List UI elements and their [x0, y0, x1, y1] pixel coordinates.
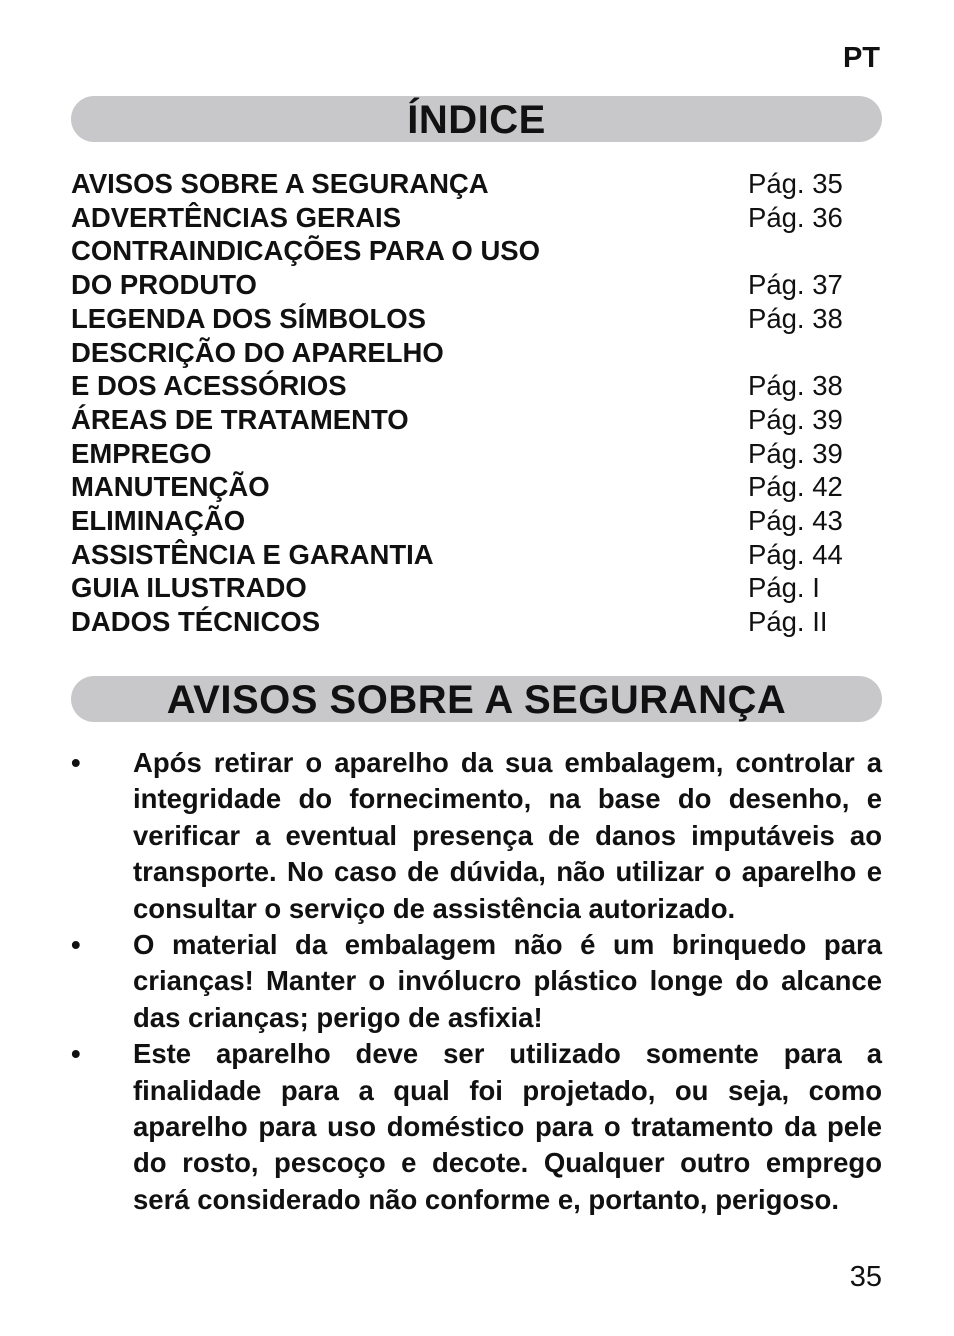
toc-entry-title: DADOS TÉCNICOS: [71, 606, 321, 638]
toc-entry: [71, 234, 871, 301]
safety-warning-text: Este aparelho deve ser utilizado somente para a finalidade para a qual foi projetado, ou seja, como aparelho para uso doméstico para o tratamento da pele do rosto, pescoço e decote. Qualquer outro emprego será considerado não conforme e, portanto, perigoso.: [133, 1038, 882, 1215]
page-number: 35: [849, 1261, 882, 1293]
toc-entry-page: Pág. 38: [748, 302, 843, 334]
toc-entry-page: Pág. II: [748, 606, 828, 638]
toc-entry-page: Pág. 37: [748, 269, 843, 301]
safety-warnings-list: [71, 745, 882, 1218]
toc-entry: [71, 336, 871, 403]
safety-warning-item: [71, 927, 882, 1036]
toc-entry-title: CONTRAINDICAÇÕES PARA O USO: [71, 235, 541, 267]
toc-entry-title: ASSISTÊNCIA E GARANTIA: [71, 538, 434, 570]
toc-entry-page: Pág. 39: [748, 403, 843, 435]
toc-entry-title: DO PRODUTO: [71, 269, 257, 301]
toc-entry: [71, 538, 871, 572]
toc-entry-title: MANUTENÇÃO: [71, 471, 270, 503]
toc-entry-title: DESCRIÇÃO DO APARELHO: [71, 336, 444, 368]
toc-entry: [71, 571, 871, 605]
toc-entry-page: Pág. 44: [748, 538, 843, 570]
safety-warning-text: Após retirar o aparelho da sua embalagem, controlar a integridade do fornecimento, na base do desenho, e verificar a eventual presença de danos imputáveis ao transporte. No caso de dúvida, não utilizar o aparelho e consultar o serviço de assistência autorizado.: [133, 747, 882, 924]
toc-entry-page: Pág. 35: [748, 168, 843, 199]
toc-entry-page: Pág. 43: [748, 505, 843, 537]
toc-entry-page: Pág. 38: [748, 370, 843, 402]
toc-entry: [71, 201, 871, 235]
safety-warning-item: [71, 1036, 882, 1218]
toc-entry: [71, 470, 871, 504]
toc-entry-page: Pág. 36: [748, 201, 843, 233]
toc-entry-title: ADVERTÊNCIAS GERAIS: [71, 201, 402, 233]
toc-entry-title: LEGENDA DOS SÍMBOLOS: [71, 302, 426, 334]
bullet-icon: •: [71, 1038, 81, 1070]
toc-entry-title: GUIA ILUSTRADO: [71, 572, 307, 604]
toc-entry-title: ÁREAS DE TRATAMENTO: [71, 403, 409, 435]
toc-entry-page: Pág. 42: [748, 471, 843, 503]
safety-warning-text: O material da embalagem não é um brinquedo para crianças! Manter o invólucro plástico longe do alcance das crianças; perigo de asfixia!: [133, 929, 882, 1033]
bullet-icon: •: [71, 929, 81, 961]
toc-entry-title: ELIMINAÇÃO: [71, 505, 246, 537]
toc-entry-page: Pág. I: [748, 572, 820, 604]
safety-section-title: AVISOS SOBRE A SEGURANÇA: [71, 676, 882, 722]
toc-entry-title: AVISOS SOBRE A SEGURANÇA: [71, 168, 489, 199]
safety-warning-item: [71, 745, 882, 927]
toc-entry: [71, 437, 871, 471]
toc-entry: [71, 504, 871, 538]
table-of-contents: [71, 167, 871, 639]
toc-entry: [71, 605, 871, 639]
toc-entry-page: Pág. 39: [748, 437, 843, 469]
toc-entry: [71, 302, 871, 336]
language-code: PT: [842, 42, 880, 74]
toc-entry-title: E DOS ACESSÓRIOS: [71, 370, 347, 402]
toc-entry-title: EMPREGO: [71, 437, 212, 469]
toc-entry: [71, 167, 871, 201]
toc-title: ÍNDICE: [71, 96, 882, 142]
toc-entry: [71, 403, 871, 437]
bullet-icon: •: [71, 747, 81, 778]
